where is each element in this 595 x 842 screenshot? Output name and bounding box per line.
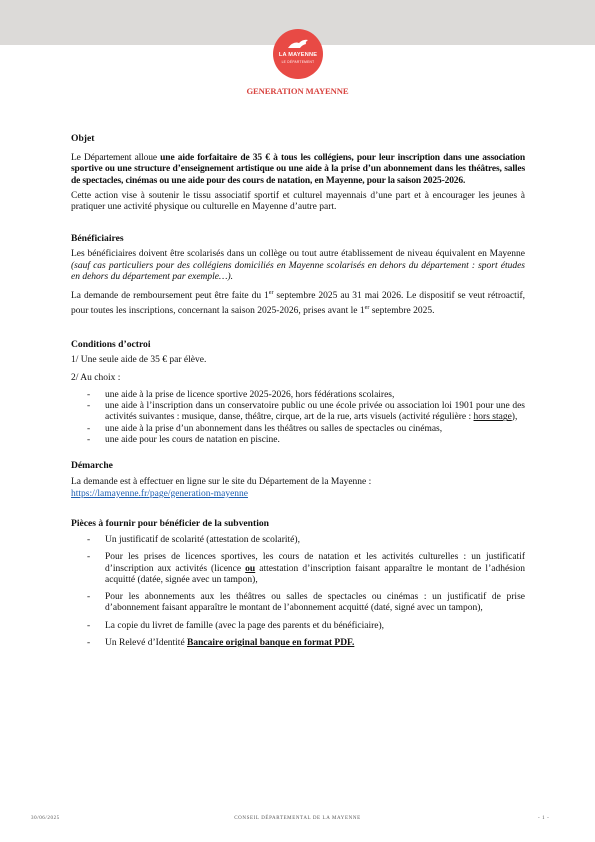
p2-sup-1: er [268, 290, 274, 297]
list-item-text: Un Relevé d’Identité [105, 638, 188, 649]
conditions-line-1: 1/ Une seule aide de 35 € par élève. [71, 355, 207, 366]
list-item: - Pour les abonnements aux les théâtres ou salles de spectacles ou cinémas : un justificatif de prise d’abonnement faisant apparaître le montant de l’abonnement acquitté (daté, signé avec un tampon), [71, 592, 525, 615]
list-item: - une aide à la prise d’un abonnement dans les théâtres ou salles de spectacles ou cinémas, [71, 424, 525, 435]
objet-paragraph-1 [71, 153, 525, 187]
conditions-line-2: 2/ Au choix : [71, 372, 121, 383]
ou-text: ou [245, 563, 256, 574]
objet-p1-text: Le Département alloue [71, 153, 161, 163]
document-body [71, 133, 525, 655]
demarche-paragraph: La demande est à effectuer en ligne sur le site du Département de la Mayenne : [71, 477, 372, 488]
hors-stage-text: hors stage [473, 412, 512, 423]
generation-mayenne-link[interactable]: https://lamayenne.fr/page/generation-mayenne [71, 488, 248, 499]
beneficiaires-paragraph-2 [71, 288, 525, 317]
list-item: - une aide à la prise de licence sportive 2025-2026, hors fédérations scolaires, [71, 390, 525, 401]
p2-sup-2: er [364, 304, 370, 311]
list-item: - une aide pour les cours de natation en piscine. [71, 435, 525, 446]
p2-text-c: septembre 2025. [369, 305, 435, 316]
footer-organization: CONSEIL DÉPARTEMENTAL DE LA MAYENNE [234, 816, 361, 821]
list-item [71, 638, 525, 649]
section-heading-beneficiaires: Bénéficiaires [71, 233, 124, 245]
logo-subtitle: LE DÉPARTEMENT [281, 60, 315, 64]
pieces-list [71, 535, 525, 649]
list-item: - La copie du livret de famille (avec la page des parents et du bénéficiaire), [71, 621, 525, 632]
rib-bold-text: Bancaire original banque en format PDF. [187, 638, 355, 649]
beneficiaires-p1-text: Les bénéficiaires doivent être scolarisés dans un collège ou tout autre établissement de niveau équivalent en Mayenne [71, 249, 525, 260]
page-title: GENERATION MAYENNE [246, 86, 349, 96]
footer-date: 30/06/2025 [31, 816, 60, 821]
list-item-text-end: attestation d’inscription faisant apparaître le montant de l’adhésion acquitté (datée, signée avec un tampon), [105, 563, 525, 585]
logo-name: LA MAYENNE [278, 52, 318, 58]
p2-text-b: septembre 2025 au 31 mai 2026. Le dispositif se veut rétroactif, pour toutes les inscriptions, concernant la saison 2025-2026, prises avant le 1 [71, 291, 525, 316]
list-item [71, 552, 525, 586]
objet-paragraph-2: Cette action vise à soutenir le tissu associatif sportif et culturel mayennais d’une part et à encourager les jeunes à pratiquer une activité physique ou culturelle en Mayenne d’autre part. [71, 190, 525, 213]
mayenne-logo [273, 29, 323, 79]
list-item-text: une aide à l’inscription dans un conservatoire public ou une école privée ou association loi 1901 pour une des activités suivantes : musique, danse, théâtre, cirque, art de la rue, arts visuels (activité régulière : [105, 401, 525, 423]
section-heading-demarche: Démarche [71, 460, 113, 472]
beneficiaires-p1-italic: (sauf cas particuliers pour des collégiens domiciliés en Mayenne scolarisés en dehors du département : sport études en dehors du département par exemple…). [71, 260, 525, 283]
footer-page-number: - 1 - [538, 816, 550, 821]
list-item [71, 401, 525, 424]
conditions-list [71, 390, 525, 446]
section-heading-pieces: Pièces à fournir pour bénéficier de la subvention [71, 517, 270, 529]
list-item-end: ), [511, 412, 518, 423]
list-item: - Un justificatif de scolarité (attestation de scolarité), [71, 535, 525, 546]
list-item-text: Pour les prises de licences sportives, les cours de natation et les activités culturelles : un justificatif d’inscription aux activités (licence [105, 552, 525, 574]
objet-p1-bold: une aide forfaitaire de 35 € à tous les collégiens, pour leur inscription dans une association sportive ou une structure d’enseignement artistique ou une aide à la prise d’un abonnement dans les théâtres, salles de spectacles, cinémas ou une aide pour des cours de natation, en Mayenne, pour la saison 2025-2026. [71, 153, 525, 186]
logo-bird-icon [273, 37, 323, 51]
beneficiaires-paragraph-1 [71, 249, 525, 283]
section-heading-conditions: Conditions d’octroi [71, 339, 151, 351]
section-heading-objet: Objet [71, 133, 95, 144]
p2-text-a: La demande de remboursement peut être faite du 1 [71, 291, 269, 302]
